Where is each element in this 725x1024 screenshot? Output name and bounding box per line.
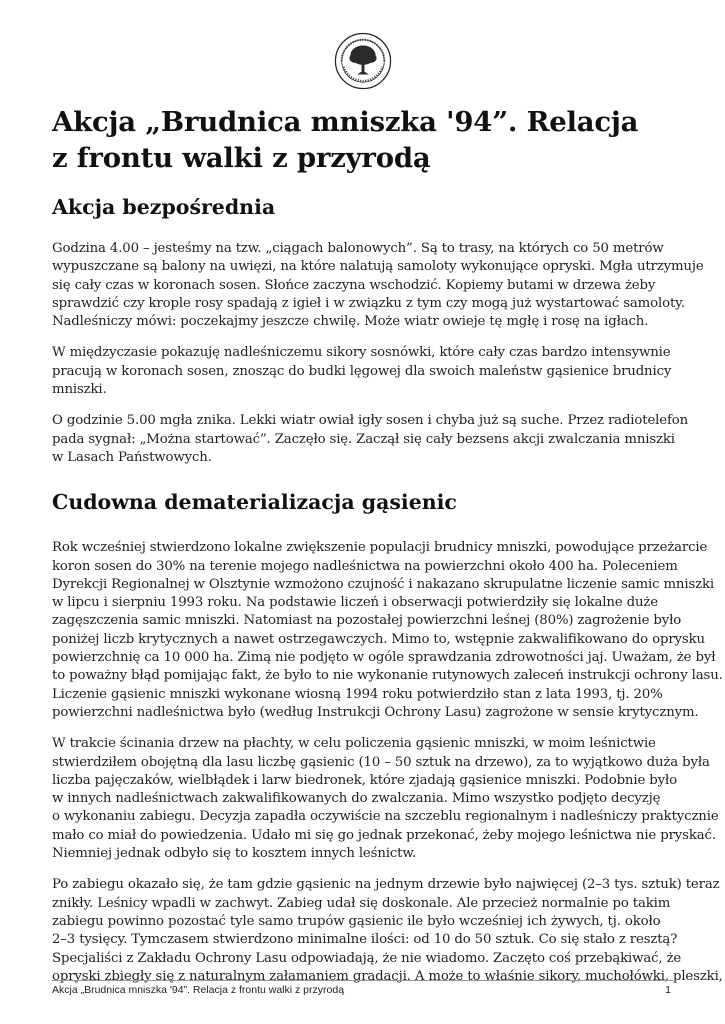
text-line: liczba pajęczaków, wielbłądek i larw biedronek, które zjadają gąsienice mniszki. Podobnie było [52, 772, 677, 788]
text-line: znikły. Leśnicy wpadli w zachwyt. Zabieg udał się doskonale. Ale przecież normalnie po takim [52, 895, 671, 911]
text-line: powierzchnię ca 10 000 ha. Zimą nie podjęto w ogóle sprawdzania zdrowotności jaj. Uważam, że był [52, 650, 716, 666]
text-line: poniżej liczb krytycznych a nawet ostrzegawczych. Mimo to, wstępnie zakwalifikowano do oprysku [52, 631, 705, 647]
text-line: 2–3 tysięcy. Tymczasem stwierdzono minimalne ilości: od 10 do 50 sztuk. Co się stało z resztą? [52, 932, 678, 948]
text-line: Liczenie gąsienic mniszki wykonane wiosną 1994 roku potwierdziło stan z lata 1993, tj. 20% [52, 686, 663, 702]
text-line: Po zabiegu okazało się, że tam gdzie gąsienic na jednym drzewie było najwięcej (2–3 tys. sztuk) teraz [52, 877, 720, 893]
text-line: sprawdzić czy krople rosy spadają z igieł i w związku z tym czy mogą już wystartować samoloty. [52, 295, 685, 311]
title-line: Akcja „Brudnica mniszka '94”. Relacja [52, 106, 639, 138]
text-line: Niemniej jednak odbyło się to kosztem innych leśnictw. [52, 846, 417, 862]
text-line: Godzina 4.00 – jesteśmy na tzw. „ciągach balonowych”. Są to trasy, na których co 50 metrów [52, 241, 664, 256]
text-line: w Lasach Państwowych. [52, 449, 212, 465]
text-line: mniszki. [52, 382, 107, 398]
tree-seal-logo [334, 32, 392, 90]
section-heading: Cudowna dematerializacja gąsienic [52, 490, 457, 515]
text-line: o wykonaniu zabiegu. Decyzja zapadła oczywiście na szczeblu regionalnym i nadleśniczy praktycznie [52, 809, 719, 825]
text-line: się cały czas w koronach sosen. Słońce zaczyna wschodzić. Kopiemy butami w drzewa żeby [52, 277, 656, 293]
paragraph [52, 735, 719, 863]
text-line: wypuszczane są balony na uwięzi, na które nalatują samoloty wykonujące opryski. Mgła utrzymuje [52, 259, 704, 275]
text-line: pada sygnał: „Można startować”. Zaczęło się. Zaczął się cały bezsens akcji zwalczania mniszki [52, 431, 675, 447]
text-line: O godzinie 5.00 mgła znika. Lekki wiatr owiał igły sosen i chyba już są suche. Przez radiotelefon [52, 413, 689, 429]
footer-title: Akcja „Brudnica mniszka '94”. Relacja z frontu walki z przyrodą [52, 984, 345, 996]
text-line: koron sosen do 30% na terenie mojego nadleśnictwa na powierzchni około 400 ha. Poleceniem [52, 558, 678, 574]
text-line: w lipcu i sierpniu 1993 roku. Na podstawie liczeń i obserwacji potwierdziły się lokalne duże [52, 595, 658, 611]
text-line: w innych nadleśnictwach zakwalifikowanych do zwalczania. Mimo wszystko podjęto decyzję [52, 791, 661, 807]
paragraph [52, 412, 689, 467]
paragraph [52, 240, 704, 331]
text-line: zabiegu powinno pozostać tyle samo trupów gąsienic ile było wcześniej ich żywych, tj. około [52, 913, 661, 929]
paragraph [52, 876, 723, 986]
text-line: powierzchni nadleśnictwa było (według Instrukcji Ochrony Lasu) zagrożone w sensie krytycznym. [52, 704, 699, 720]
text-line: mało co miał do powiedzenia. Udało mi się go jednak przekonać, żeby mojego leśnictwa nie pryskać. [52, 827, 716, 843]
article-body [52, 104, 723, 999]
text-line: to poważny błąd pomijając fakt, że było to nie wykonanie rutynowych zaleceń instrukcji ochrony lasu. [52, 668, 723, 684]
text-line: opryski zbiegły się z naturalnym załamaniem gradacji. A może to właśnie sikory, muchołówki, pleszki, [52, 968, 723, 984]
text-line: Specjaliści z Zakładu Ochrony Lasu odpowiadają, że nie wiadomo. Zaczęto coś przebąkiwać, że [52, 950, 682, 966]
page-number: 1 [665, 984, 671, 996]
paragraph [52, 539, 723, 722]
text-line: Nadleśniczy mówi: poczekajmy jeszcze chwilę. Może wiatr owieje tę mgłę i rosę na igłach. [52, 314, 649, 330]
text-line: Rok wcześniej stwierdzono lokalne zwiększenie populacji brudnicy mniszki, powodujące przeżarcie [52, 540, 708, 556]
text-line: W trakcie ścinania drzew na płachty, w celu policzenia gąsienic mniszki, w moim leśnictwie [52, 736, 656, 752]
article-title [52, 104, 682, 176]
section-heading: Akcja bezpośrednia [52, 195, 276, 219]
text-line: Dyrekcji Regionalnej w Olsztynie wzmożono czujność i nakazano skrupulatne liczenie samic mniszki [52, 576, 714, 592]
text-line: zagęszczenia samic mniszki. Natomiast na pozostałej powierzchni leśnej (80%) zagrożenie było [52, 613, 682, 629]
title-line: z frontu walki z przyrodą [52, 142, 431, 174]
text-line: pracują w koronach sosen, znosząc do budki lęgowej dla swoich maleństw gąsienice brudnicy [52, 363, 672, 379]
paragraph [52, 344, 682, 399]
footer-divider [52, 980, 673, 981]
text-line: W międzyczasie pokazuję nadleśniczemu sikory sosnówki, które cały czas bardzo intensywnie [52, 345, 671, 361]
text-line: stwierdziłem obojętną dla lasu liczbę gąsienic (10 – 50 sztuk na drzewo), za to wyjątkowo duża była [52, 754, 710, 770]
